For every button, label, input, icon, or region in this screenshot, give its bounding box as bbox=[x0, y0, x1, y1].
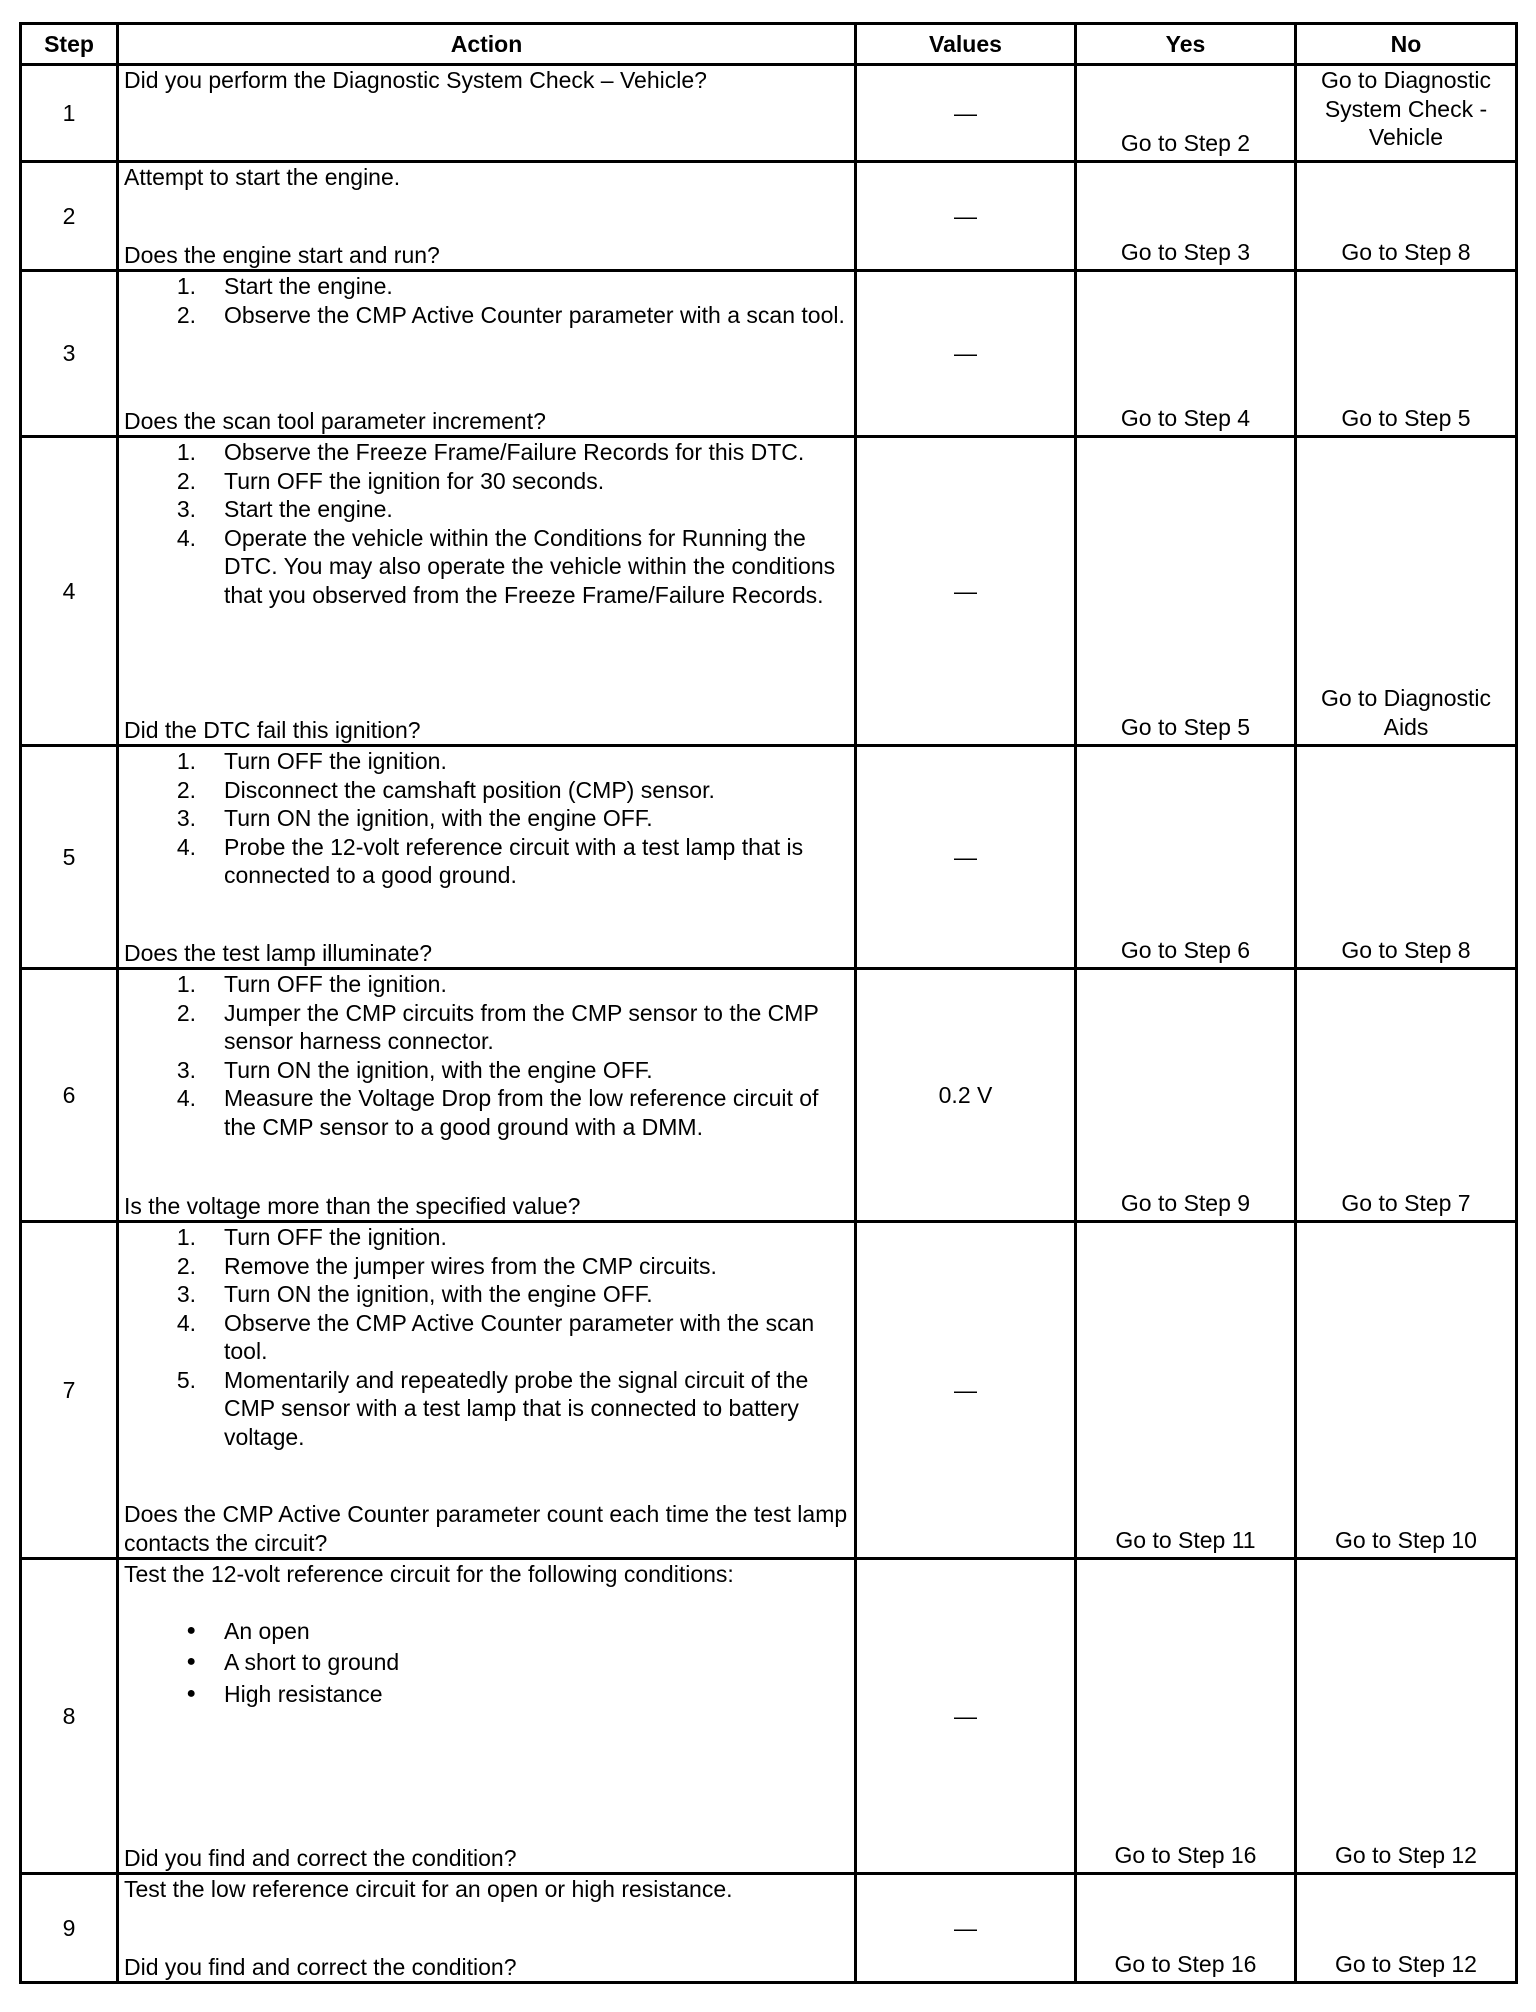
list-number: 1. bbox=[176, 439, 196, 465]
table-row bbox=[21, 1874, 1517, 1983]
list-number: 4. bbox=[176, 524, 196, 551]
yes-cell: Go to Step 11 bbox=[1076, 1222, 1296, 1559]
list-text: A short to ground bbox=[224, 1649, 400, 1675]
list-item bbox=[124, 301, 850, 330]
step-number: 1 bbox=[21, 65, 118, 162]
list-number: 4. bbox=[176, 833, 196, 860]
list-number: 3. bbox=[176, 496, 196, 522]
action-steps bbox=[124, 272, 850, 329]
list-text: Probe the 12-volt reference circuit with a test lamp that is connected to a good ground. bbox=[224, 833, 804, 888]
list-item bbox=[124, 804, 850, 833]
yes-cell: Go to Step 16 bbox=[1076, 1559, 1296, 1874]
header-action: Action bbox=[118, 24, 856, 65]
list-item bbox=[124, 1252, 850, 1281]
value-cell: — bbox=[856, 65, 1076, 162]
list-text: Operate the vehicle within the Conditions for Running the DTC. You may also operate the vehicle within the conditions that you observed from the Freeze Frame/Failure Records. bbox=[224, 524, 836, 608]
action-steps bbox=[124, 438, 850, 609]
yes-cell: Go to Step 2 bbox=[1076, 65, 1296, 162]
no-cell: Go to Step 12 bbox=[1296, 1874, 1517, 1983]
step-number: 3 bbox=[21, 271, 118, 437]
list-number: 4. bbox=[176, 1309, 196, 1336]
list-text: Turn OFF the ignition. bbox=[224, 748, 447, 774]
action-intro: Did you perform the Diagnostic System Check – Vehicle? bbox=[124, 67, 707, 93]
header-row bbox=[21, 24, 1517, 65]
yes-cell: Go to Step 16 bbox=[1076, 1874, 1296, 1983]
step-number: 7 bbox=[21, 1222, 118, 1559]
yes-cell: Go to Step 9 bbox=[1076, 969, 1296, 1222]
no-cell: Go to Step 8 bbox=[1296, 746, 1517, 969]
list-text: Turn OFF the ignition for 30 seconds. bbox=[224, 467, 605, 494]
list-text: Start the engine. bbox=[224, 496, 393, 522]
action-cell bbox=[118, 437, 856, 746]
bullet-icon: ● bbox=[186, 1653, 196, 1670]
list-number: 3. bbox=[176, 805, 196, 831]
value-cell: 0.2 V bbox=[856, 969, 1076, 1222]
list-text: Jumper the CMP circuits from the CMP sensor to the CMP sensor harness connector. bbox=[224, 999, 819, 1054]
no-cell: Go to Step 12 bbox=[1296, 1559, 1517, 1874]
action-cell bbox=[118, 1222, 856, 1559]
action-question: Did you find and correct the condition? bbox=[124, 1953, 517, 1980]
list-item bbox=[124, 1056, 850, 1085]
table-row bbox=[21, 969, 1517, 1222]
step-number: 9 bbox=[21, 1874, 118, 1983]
list-text: Disconnect the camshaft position (CMP) sensor. bbox=[224, 776, 715, 803]
table-row bbox=[21, 1559, 1517, 1874]
step-number: 5 bbox=[21, 746, 118, 969]
list-item bbox=[124, 970, 850, 999]
list-item bbox=[124, 1223, 850, 1252]
list-item bbox=[124, 833, 850, 890]
step-number: 6 bbox=[21, 969, 118, 1222]
list-text: Turn ON the ignition, with the engine OFF. bbox=[224, 805, 653, 831]
bullet-icon: ● bbox=[186, 1621, 196, 1639]
step-number: 8 bbox=[21, 1559, 118, 1874]
list-item bbox=[124, 1366, 850, 1452]
action-steps bbox=[124, 1223, 850, 1451]
no-cell: Go to Step 7 bbox=[1296, 969, 1517, 1222]
list-text: Observe the CMP Active Counter parameter with a scan tool. bbox=[224, 301, 845, 328]
list-item bbox=[124, 524, 850, 610]
list-item bbox=[124, 1648, 850, 1677]
list-number: 3. bbox=[176, 1056, 196, 1083]
list-text: Start the engine. bbox=[224, 273, 393, 299]
no-cell: Go to Diagnostic Aids bbox=[1296, 437, 1517, 746]
action-question: Does the CMP Active Counter parameter count each time the test lamp contacts the circuit? bbox=[124, 1501, 848, 1556]
list-text: High resistance bbox=[224, 1680, 383, 1707]
list-item bbox=[124, 495, 850, 524]
table-row bbox=[21, 437, 1517, 746]
yes-cell: Go to Step 4 bbox=[1076, 271, 1296, 437]
action-intro: Test the low reference circuit for an open or high resistance. bbox=[124, 1876, 733, 1902]
step-number: 4 bbox=[21, 437, 118, 746]
action-intro: Test the 12-volt reference circuit for the following conditions: bbox=[124, 1561, 734, 1587]
step-number: 2 bbox=[21, 162, 118, 271]
table-row bbox=[21, 162, 1517, 271]
action-question: Does the scan tool parameter increment? bbox=[124, 407, 546, 434]
action-question: Does the test lamp illuminate? bbox=[124, 939, 433, 966]
list-number: 2. bbox=[176, 999, 196, 1026]
list-item bbox=[124, 776, 850, 805]
list-number: 2. bbox=[176, 1252, 196, 1279]
action-cell bbox=[118, 969, 856, 1222]
action-question: Did you find and correct the condition? bbox=[124, 1844, 517, 1871]
table-row bbox=[21, 746, 1517, 969]
no-cell: Go to Step 5 bbox=[1296, 271, 1517, 437]
value-cell: — bbox=[856, 271, 1076, 437]
header-step: Step bbox=[21, 24, 118, 65]
list-number: 4. bbox=[176, 1085, 196, 1111]
table-row bbox=[21, 1222, 1517, 1559]
yes-cell: Go to Step 6 bbox=[1076, 746, 1296, 969]
header-yes: Yes bbox=[1076, 24, 1296, 65]
list-text: Measure the Voltage Drop from the low reference circuit of the CMP sensor to a good ground with a DMM. bbox=[224, 1085, 819, 1140]
list-item bbox=[124, 1309, 850, 1366]
list-number: 1. bbox=[176, 971, 196, 997]
value-cell: — bbox=[856, 437, 1076, 746]
table-row bbox=[21, 65, 1517, 162]
header-values: Values bbox=[856, 24, 1076, 65]
list-text: Remove the jumper wires from the CMP circuits. bbox=[224, 1252, 717, 1279]
action-question: Is the voltage more than the specified value? bbox=[124, 1192, 581, 1219]
list-text: Observe the CMP Active Counter parameter with the scan tool. bbox=[224, 1309, 815, 1364]
list-text: Turn ON the ignition, with the engine OFF. bbox=[224, 1056, 653, 1083]
list-item bbox=[124, 272, 850, 301]
action-steps bbox=[124, 747, 850, 890]
list-number: 3. bbox=[176, 1281, 196, 1307]
action-cell bbox=[118, 746, 856, 969]
diagnostic-table bbox=[19, 22, 1518, 1984]
value-cell: — bbox=[856, 1874, 1076, 1983]
list-item bbox=[124, 1680, 850, 1709]
list-item bbox=[124, 1617, 850, 1646]
value-cell: — bbox=[856, 162, 1076, 271]
list-item bbox=[124, 467, 850, 496]
no-cell: Go to Step 8 bbox=[1296, 162, 1517, 271]
no-cell: Go to Step 10 bbox=[1296, 1222, 1517, 1559]
list-item bbox=[124, 1084, 850, 1141]
list-text: Momentarily and repeatedly probe the signal circuit of the CMP sensor with a test lamp that is connected to battery voltage. bbox=[224, 1366, 809, 1450]
value-cell: — bbox=[856, 1222, 1076, 1559]
list-text: Turn OFF the ignition. bbox=[224, 971, 447, 997]
action-cell bbox=[118, 1559, 856, 1874]
list-number: 2. bbox=[176, 467, 196, 494]
value-cell: — bbox=[856, 746, 1076, 969]
list-item bbox=[124, 999, 850, 1056]
yes-cell: Go to Step 5 bbox=[1076, 437, 1296, 746]
action-cell bbox=[118, 1874, 856, 1983]
list-number: 5. bbox=[176, 1366, 196, 1393]
list-text: An open bbox=[224, 1617, 310, 1644]
no-cell: Go to Diagnostic System Check - Vehicle bbox=[1296, 65, 1517, 162]
list-item bbox=[124, 438, 850, 467]
action-intro: Attempt to start the engine. bbox=[124, 164, 401, 190]
action-steps bbox=[124, 970, 850, 1141]
list-text: Turn ON the ignition, with the engine OFF. bbox=[224, 1281, 653, 1307]
list-number: 2. bbox=[176, 776, 196, 803]
action-cell bbox=[118, 162, 856, 271]
list-item bbox=[124, 1280, 850, 1309]
list-item bbox=[124, 747, 850, 776]
list-text: Turn OFF the ignition. bbox=[224, 1224, 447, 1250]
list-number: 1. bbox=[176, 273, 196, 299]
header-no: No bbox=[1296, 24, 1517, 65]
table-body bbox=[21, 65, 1517, 1983]
list-number: 2. bbox=[176, 301, 196, 328]
table-row bbox=[21, 271, 1517, 437]
list-number: 1. bbox=[176, 1224, 196, 1250]
action-cell bbox=[118, 65, 856, 162]
bullet-icon: ● bbox=[186, 1684, 196, 1702]
action-question: Did the DTC fail this ignition? bbox=[124, 716, 421, 743]
yes-cell: Go to Step 3 bbox=[1076, 162, 1296, 271]
list-text: Observe the Freeze Frame/Failure Records for this DTC. bbox=[224, 439, 805, 465]
value-cell: — bbox=[856, 1559, 1076, 1874]
action-bullets bbox=[124, 1617, 850, 1709]
list-number: 1. bbox=[176, 748, 196, 774]
action-cell bbox=[118, 271, 856, 437]
action-question: Does the engine start and run? bbox=[124, 241, 440, 268]
